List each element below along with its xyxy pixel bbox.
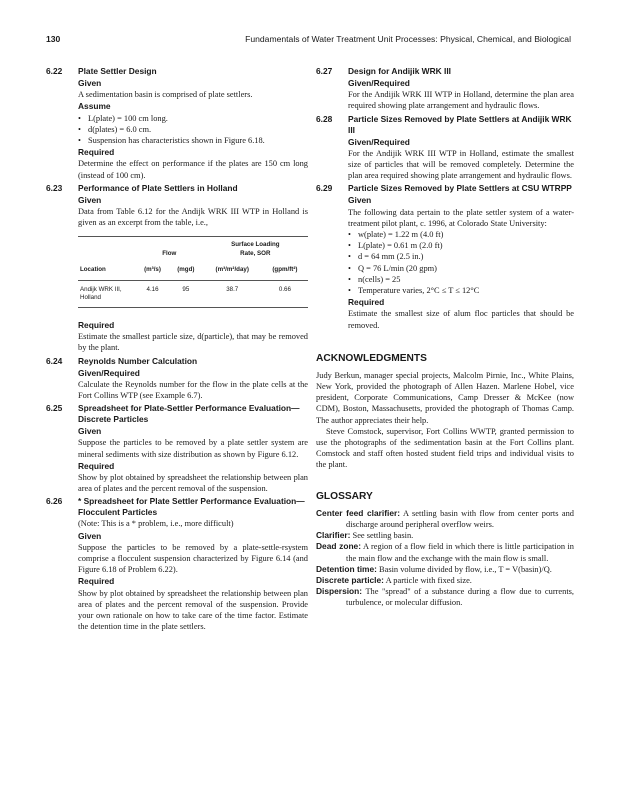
required-text: Determine the effect on performance if the plates are 150 cm long (instead of 100 cm). bbox=[78, 159, 308, 180]
problem-heading bbox=[46, 356, 308, 367]
problem-number: 6.27 bbox=[316, 66, 333, 76]
list-item: • n(cells) = 25 bbox=[348, 274, 574, 285]
table-col-mgd: (mgd) bbox=[177, 266, 195, 274]
problem-heading bbox=[46, 66, 308, 77]
glossary-entry bbox=[316, 586, 574, 608]
page-number: 130 bbox=[46, 34, 61, 44]
table-col-location: Location bbox=[80, 266, 106, 274]
table-col-gpm: (gpm/ft²) bbox=[272, 266, 298, 274]
table-cell-mgd: 95 bbox=[182, 285, 190, 293]
glossary-entry bbox=[316, 541, 574, 563]
problem-heading bbox=[316, 66, 574, 77]
required-text: Show by plot obtained by spreadsheet the relationship between plan area of plates and the percent removal of the suspension. bbox=[78, 472, 308, 494]
table-cell-m3m2: 38.7 bbox=[226, 285, 239, 293]
problem-title: Particle Sizes Removed by Plate Settlers at CSU WTRPP bbox=[348, 183, 572, 194]
glossary-heading: GLOSSARY bbox=[316, 490, 373, 502]
glossary-def: A settling basin with flow from center ports and discharge around peripheral overflow weirs. bbox=[346, 508, 574, 529]
list-item: • d(plates) = 6.0 cm. bbox=[78, 124, 308, 135]
given-text: A sedimentation basin is comprised of plate settlers. bbox=[78, 90, 253, 100]
given-text: For the Andijik WRK III WTP in Holland, determine the plan area required showing plate arrangement and hydraulic flows. bbox=[348, 90, 574, 111]
problem-number: 6.23 bbox=[46, 182, 63, 193]
problem-number: 6.28 bbox=[316, 113, 333, 124]
problem-title: Spreadsheet for Plate-Settler Performance Evaluation—Discrete Particles bbox=[78, 403, 300, 425]
glossary-term: Clarifier: bbox=[316, 530, 351, 541]
glossary-term: Detention time: bbox=[316, 563, 377, 574]
required-text: Estimate the smallest particle size, d(particle), that may be removed by the plant. bbox=[78, 332, 308, 353]
given-text: For the Andijik WRK III WTP in Holland, estimate the smallest size of particles that will be removed completely. Determine the plan area required showing plate arrangement and hydraulic flows. bbox=[348, 148, 574, 181]
table-group-sor bbox=[203, 241, 308, 258]
list-item: • Temperature varies, 2°C ≤ T ≤ 12°C bbox=[348, 285, 574, 296]
problem-title: * Spreadsheet for Plate Settler Performance Evaluation—Flocculent Particles bbox=[78, 496, 305, 518]
problem-number: 6.26 bbox=[46, 496, 63, 507]
problem-title: Performance of Plate Settlers in Holland bbox=[78, 182, 238, 193]
assume-label: Assume bbox=[78, 101, 111, 112]
glossary-def: Basin volume divided by flow, i.e., T = V(basin)/Q. bbox=[379, 564, 552, 574]
list-item: • L(plate) = 0.61 m (2.0 ft) bbox=[348, 240, 574, 251]
given-text: Calculate the Reynolds number for the flow in the plate cells at the Fort Collins WTP (see Example 6.7). bbox=[78, 379, 308, 400]
problem-6-28 bbox=[316, 114, 574, 182]
given-label: Given/Required bbox=[348, 78, 410, 88]
problem-6-25 bbox=[46, 403, 308, 494]
given-list bbox=[348, 229, 574, 296]
andijk-table bbox=[78, 236, 308, 308]
table-cell-location: Andijk WRK III, Holland bbox=[80, 285, 122, 302]
required-text: Estimate the smallest size of alum floc particles that should be removed. bbox=[348, 309, 574, 330]
problem-6-23 bbox=[46, 183, 308, 354]
given-label: Given bbox=[78, 78, 102, 88]
given-label: Given bbox=[78, 194, 102, 205]
problem-heading bbox=[46, 403, 308, 425]
required-label: Required bbox=[78, 576, 115, 587]
table-cell-m3s: 4.16 bbox=[146, 285, 159, 293]
glossary-term: Dispersion: bbox=[316, 586, 363, 597]
glossary-term: Discrete particle: bbox=[316, 574, 384, 585]
problem-number: 6.29 bbox=[316, 183, 333, 194]
table-col-m3s: (m³/s) bbox=[144, 266, 161, 274]
running-title: Fundamentals of Water Treatment Unit Processes: Physical, Chemical, and Biological bbox=[245, 34, 571, 44]
given-text: Suppose the particles to be removed by a plate-settle-rsystem comprise a flocculent suspension characterized by Figure 6.14 (and Figure 6.18 of Problem 6.22). bbox=[78, 542, 308, 575]
table-row bbox=[78, 280, 308, 303]
problem-number: 6.25 bbox=[46, 403, 63, 414]
problem-number: 6.22 bbox=[46, 66, 63, 76]
given-label: Given bbox=[348, 195, 372, 206]
required-label: Required bbox=[348, 297, 385, 308]
problem-heading bbox=[316, 114, 574, 136]
table-group-sor-line2: Rate, SOR bbox=[240, 249, 271, 257]
list-item: • d = 64 mm (2.5 in.) bbox=[348, 251, 574, 262]
given-text: Data from Table 6.12 for the Andijk WRK III WTP in Holland is given as an excerpt from the table, i.e., bbox=[78, 207, 308, 228]
glossary-def: A region of a flow field in which there is little participation in the main flow and the exchange with the main flow is small. bbox=[346, 542, 574, 563]
table-group-flow: Flow bbox=[162, 249, 177, 257]
given-text: Suppose the particles to be removed by a plate settler system are mineral sediments with size distribution as shown by Figure 6.12. bbox=[78, 438, 308, 459]
left-column bbox=[46, 66, 308, 634]
problem-6-27 bbox=[316, 66, 574, 112]
right-column bbox=[316, 66, 574, 609]
given-label: Given/Required bbox=[78, 367, 140, 378]
list-item: • w(plate) = 1.22 m (4.0 ft) bbox=[348, 229, 574, 240]
problem-6-29 bbox=[316, 183, 574, 330]
problem-title: Plate Settler Design bbox=[78, 66, 157, 76]
problem-heading bbox=[46, 496, 308, 518]
required-label: Required bbox=[78, 319, 115, 330]
problem-6-26 bbox=[46, 496, 308, 632]
glossary-list bbox=[316, 508, 574, 609]
glossary-def: The "spread" of a substance during a flow due to currents, turbulence, or molecular diffusion. bbox=[346, 587, 575, 608]
assume-list bbox=[78, 113, 308, 147]
problem-note: (Note: This is a * problem, i.e., more difficult) bbox=[78, 519, 234, 529]
problem-6-24 bbox=[46, 356, 308, 402]
glossary-term: Dead zone: bbox=[316, 541, 362, 552]
acknowledgments-para-2: Steve Comstock, supervisor, Fort Collins WWTP, granted permission to use the photographs of the sedimentation basin at the Fort Collins plant. Comstock and staff often hosted student field trips and individual visits to the plant. bbox=[316, 426, 574, 470]
required-text: Show by plot obtained by spreadsheet the relationship between plan area of plates and the percent removal of the suspension. Provide your own rationale on how to take care of the time factor. Estimate the detention time in the plate settlers. bbox=[78, 588, 308, 632]
problem-6-22 bbox=[46, 66, 308, 181]
problem-title: Reynolds Number Calculation bbox=[78, 355, 198, 366]
required-label: Required bbox=[78, 147, 115, 158]
acknowledgments-heading: ACKNOWLEDGMENTS bbox=[316, 352, 427, 364]
glossary-entry bbox=[316, 575, 574, 586]
glossary-term: Center feed clarifier: bbox=[316, 507, 401, 518]
glossary-def: See settling basin. bbox=[352, 531, 414, 541]
list-item: • L(plate) = 100 cm long. bbox=[78, 113, 308, 124]
problem-heading bbox=[316, 183, 574, 194]
table-cell-gpm: 0.66 bbox=[278, 285, 291, 293]
glossary-entry bbox=[316, 564, 574, 575]
glossary-entry bbox=[316, 508, 574, 530]
problem-title: Particle Sizes Removed by Plate Settlers at Andijik WRK III bbox=[348, 113, 572, 135]
given-text: The following data pertain to the plate settler system of a water-treatment pilot plant, c. 1996, at Colorado State University: bbox=[348, 207, 574, 228]
problem-title: Design for Andijik WRK III bbox=[348, 66, 451, 76]
given-label: Given bbox=[78, 530, 102, 541]
table-group-sor-line1: Surface Loading bbox=[231, 241, 280, 249]
given-label: Given/Required bbox=[348, 136, 410, 147]
list-item: • Suspension has characteristics shown in Figure 6.18. bbox=[78, 135, 308, 146]
given-label: Given bbox=[78, 426, 102, 437]
list-item: • Q = 76 L/min (20 gpm) bbox=[348, 263, 574, 274]
glossary-def: A particle with fixed size. bbox=[385, 575, 472, 585]
problem-number: 6.24 bbox=[46, 355, 63, 366]
glossary-entry bbox=[316, 530, 574, 541]
table-col-m3m2: (m³/m²/day) bbox=[215, 266, 249, 274]
problem-heading bbox=[46, 183, 308, 194]
required-label: Required bbox=[78, 460, 115, 471]
acknowledgments-para-1: Judy Berkun, manager special projects, Malcolm Pirnie, Inc., White Plains, New York, provided the photograph of Allen Hazen. Marlene Hobel, vice president, Corporate Communications, Camp Dresser & McKee (now CDM), Boston, Massachusetts, provided the photograph of Thomas Camp. The author appreciates their help. bbox=[316, 370, 574, 425]
